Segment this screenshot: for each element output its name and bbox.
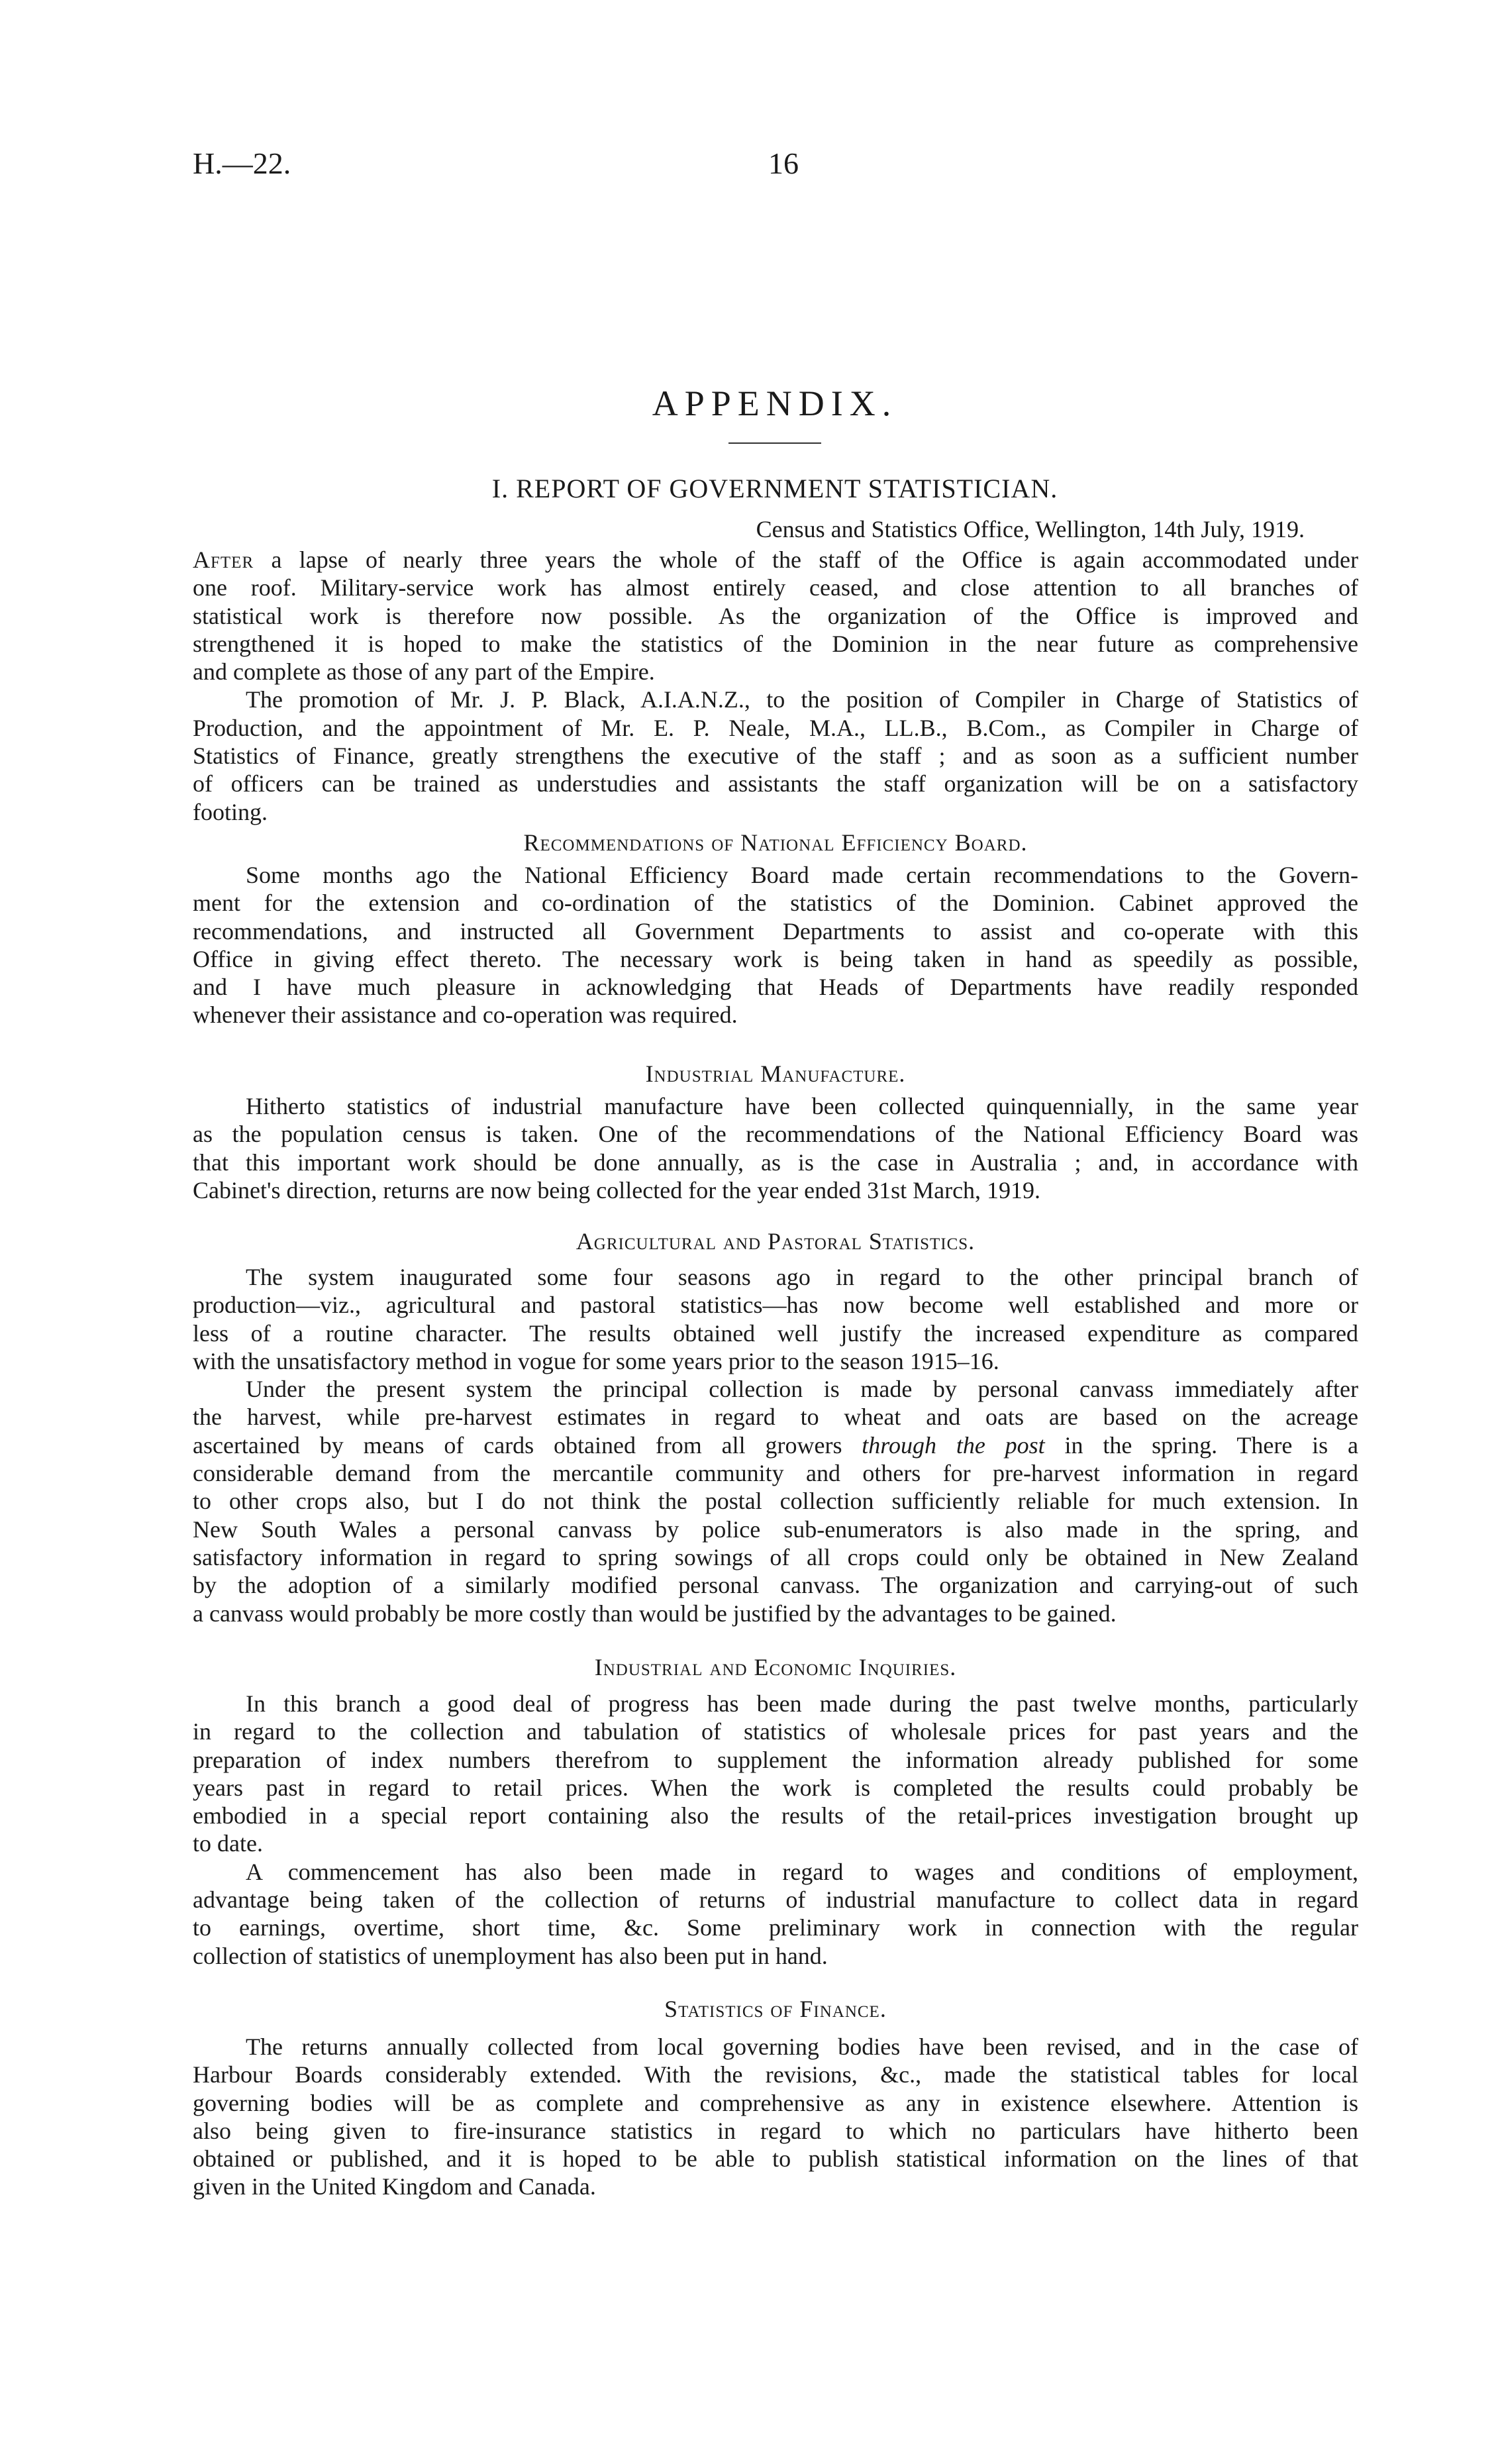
line-text: footing. — [193, 798, 268, 825]
text-line — [193, 1802, 1358, 1829]
text-line — [193, 2089, 1358, 2117]
line-text: In this branch a good deal of progress has been made during the past twelve months, particularly — [246, 1690, 1358, 1717]
text-line — [193, 1886, 1358, 1914]
section-body-recommendations — [193, 861, 1358, 1029]
lead-word: After — [193, 546, 254, 573]
text-line — [193, 686, 1358, 713]
line-text: statistical work is therefore now possible. As the organization of the Office is improved and — [193, 602, 1358, 629]
text-line — [193, 945, 1358, 973]
section-heading-industrial-manufacture: Industrial Manufacture. — [645, 1060, 906, 1087]
line-text: one roof. Military-service work has almost entirely ceased, and close attention to all branches of — [193, 574, 1358, 601]
text-line — [193, 1375, 1358, 1403]
text-line — [193, 1515, 1358, 1543]
text-line — [193, 2117, 1358, 2145]
line-segment: in the spring. There is a — [1044, 1431, 1358, 1459]
text-line — [193, 973, 1358, 1001]
text-line — [193, 1543, 1358, 1571]
text-line — [193, 1176, 1358, 1204]
line-text: considerable demand from the mercantile community and others for pre-harvest information in regard — [193, 1460, 1358, 1487]
text-line — [193, 1263, 1358, 1291]
text-line — [193, 574, 1358, 601]
text-line — [193, 1487, 1358, 1515]
text-line — [193, 1149, 1358, 1176]
line-text: governing bodies will be as complete and comprehensive as any in existence elsewhere. Attention is — [193, 2089, 1358, 2116]
line-text: to date. — [193, 1830, 263, 1857]
report-title: I. REPORT OF GOVERNMENT STATISTICIAN. — [491, 474, 1058, 503]
text-line — [193, 714, 1358, 742]
text-line — [193, 1459, 1358, 1487]
text-line — [193, 630, 1358, 658]
line-text: satisfactory information in regard to spring sowings of all crops could only be obtained in New Zealand — [193, 1543, 1358, 1570]
text-line — [193, 2145, 1358, 2173]
text-line — [193, 2033, 1358, 2061]
text-line — [193, 1858, 1358, 1886]
line-segment: ascertained by means of cards obtained from all growers — [193, 1431, 862, 1459]
document-reference: H.—22. — [193, 146, 291, 180]
text-line — [193, 1291, 1358, 1319]
page-number: 16 — [768, 146, 799, 180]
line-text: and I have much pleasure in acknowledging that Heads of Departments have readily responded — [193, 974, 1358, 1001]
section-heading-industrial-economic: Industrial and Economic Inquiries. — [594, 1654, 957, 1680]
line-text: recommendations, and instructed all Government Departments to assist and co-operate with this — [193, 917, 1358, 945]
text-line — [193, 861, 1358, 889]
text-line — [193, 1690, 1358, 1718]
section-heading-statistics-finance: Statistics of Finance. — [664, 1996, 887, 2022]
line-text: preparation of index numbers therefrom to supplement the information already published for some — [193, 1746, 1358, 1773]
line-text: obtained or published, and it is hoped to be able to publish statistical information on the lines of that — [193, 2145, 1358, 2173]
text-line — [193, 1829, 1358, 1857]
italic-phrase: through the post — [862, 1431, 1045, 1459]
text-line — [193, 1774, 1358, 1802]
line-text: with the unsatisfactory method in vogue for some years prior to the season 1915–16. — [193, 1347, 999, 1374]
text-line — [193, 546, 1358, 574]
text-line — [193, 1431, 1358, 1459]
section-body-statistics-finance — [193, 2033, 1358, 2201]
line-text: The system inaugurated some four seasons ago in regard to the other principal branch of — [246, 1264, 1358, 1290]
line-text: Some months ago the National Efficiency Board made certain recommendations to the Govern- — [246, 862, 1358, 888]
line-text: in regard to the collection and tabulation of statistics of wholesale prices for past years and the — [193, 1718, 1358, 1745]
line-text: The returns annually collected from local governing bodies have been revised, and in the case of — [246, 2033, 1358, 2060]
text-line — [193, 1092, 1358, 1120]
line-text: of officers can be trained as understudies and assistants the staff organization will be on a satisfactory — [193, 770, 1358, 797]
section-body-industrial-manufacture — [193, 1092, 1358, 1204]
dateline: Census and Statistics Office, Wellington, 14th July, 1919. — [756, 516, 1305, 542]
text-line — [193, 798, 1358, 826]
text-line — [193, 770, 1358, 797]
text-line — [193, 602, 1358, 630]
text-line — [193, 1403, 1358, 1431]
text-line — [193, 1571, 1358, 1599]
line-text: Office in giving effect thereto. The necessary work is being taken in hand as speedily as possible, — [193, 945, 1358, 972]
text-line — [193, 1001, 1358, 1029]
line-text: A commencement has also been made in regard to wages and conditions of employment, — [246, 1858, 1358, 1885]
line-text: a lapse of nearly three years the whole of the staff of the Office is again accommodated under — [254, 546, 1358, 573]
text-line — [193, 1600, 1358, 1627]
line-text: also being given to fire-insurance statistics in regard to which no particulars have hitherto been — [193, 2117, 1358, 2144]
section-heading-agricultural-pastoral: Agricultural and Pastoral Statistics. — [576, 1228, 976, 1255]
line-text: that this important work should be done annually, as is the case in Australia ; and, in accordance with — [193, 1149, 1358, 1176]
line-text: and complete as those of any part of the Empire. — [193, 658, 655, 686]
text-line — [193, 917, 1358, 945]
text-line — [193, 1347, 1358, 1375]
line-text: Statistics of Finance, greatly strengthens the executive of the staff ; and as soon as a sufficient number — [193, 743, 1358, 770]
text-line — [193, 889, 1358, 917]
section-body-industrial-economic — [193, 1690, 1358, 1970]
text-line — [193, 1914, 1358, 1941]
title-rule-divider — [728, 442, 821, 444]
text-line — [193, 2061, 1358, 2088]
line-text: Cabinet's direction, returns are now being collected for the year ended 31st March, 1919. — [193, 1176, 1041, 1204]
line-text: as the population census is taken. One of the recommendations of the National Efficiency Board was — [193, 1121, 1358, 1148]
line-text: New South Wales a personal canvass by police sub-enumerators is also made in the spring, and — [193, 1515, 1358, 1543]
line-text: whenever their assistance and co-operation was required. — [193, 1001, 738, 1029]
text-line — [193, 1120, 1358, 1148]
line-text: a canvass would probably be more costly than would be justified by the advantages to be gained. — [193, 1600, 1117, 1627]
text-line — [193, 1319, 1358, 1347]
line-text: by the adoption of a similarly modified personal canvass. The organization and carrying-out of such — [193, 1572, 1358, 1599]
line-text: Harbour Boards considerably extended. With the revisions, &c., made the statistical tables for local — [193, 2061, 1358, 2088]
line-text: production—viz., agricultural and pastoral statistics—has now become well established and more or — [193, 1292, 1358, 1319]
text-line — [193, 1942, 1358, 1970]
line-text: Under the present system the principal collection is made by personal canvass immediately after — [246, 1376, 1358, 1403]
line-text: the harvest, while pre-harvest estimates in regard to wheat and oats are based on the acreage — [193, 1404, 1358, 1431]
line-text: strengthened it is hoped to make the statistics of the Dominion in the near future as comprehensive — [193, 630, 1358, 657]
text-line — [193, 742, 1358, 770]
line-text: advantage being taken of the collection of returns of industrial manufacture to collect data in regard — [193, 1886, 1358, 1914]
text-line — [193, 1746, 1358, 1774]
line-text: to earnings, overtime, short time, &c. Some preliminary work in connection with the regular — [193, 1914, 1358, 1941]
section-heading-recommendations: Recommendations of National Efficiency Board. — [523, 829, 1028, 856]
line-text: years past in regard to retail prices. When the work is completed the results could probably be — [193, 1774, 1358, 1801]
appendix-title: APPENDIX. — [652, 384, 898, 423]
line-text: collection of statistics of unemployment has also been put in hand. — [193, 1942, 828, 1969]
line-text: The promotion of Mr. J. P. Black, A.I.A.N.Z., to the position of Compiler in Charge of Statistics of — [246, 686, 1358, 713]
line-text: to other crops also, but I do not think the postal collection sufficiently reliable for much extension. In — [193, 1488, 1358, 1515]
text-line — [193, 658, 1358, 686]
line-text: Production, and the appointment of Mr. E. P. Neale, M.A., LL.B., B.Com., as Compiler in Charge of — [193, 714, 1358, 741]
intro-body — [193, 546, 1358, 826]
text-line — [193, 2173, 1358, 2200]
line-text: embodied in a special report containing also the results of the retail-prices investigation brought up — [193, 1802, 1358, 1829]
line-text: less of a routine character. The results obtained well justify the increased expenditure as compared — [193, 1319, 1358, 1347]
line-text: ment for the extension and co-ordination of the statistics of the Dominion. Cabinet approved the — [193, 890, 1358, 917]
line-text: Hitherto statistics of industrial manufacture have been collected quinquennially, in the same year — [246, 1093, 1358, 1119]
text-line — [193, 1718, 1358, 1745]
line-text: given in the United Kingdom and Canada. — [193, 2173, 596, 2200]
section-body-agricultural-pastoral — [193, 1263, 1358, 1627]
